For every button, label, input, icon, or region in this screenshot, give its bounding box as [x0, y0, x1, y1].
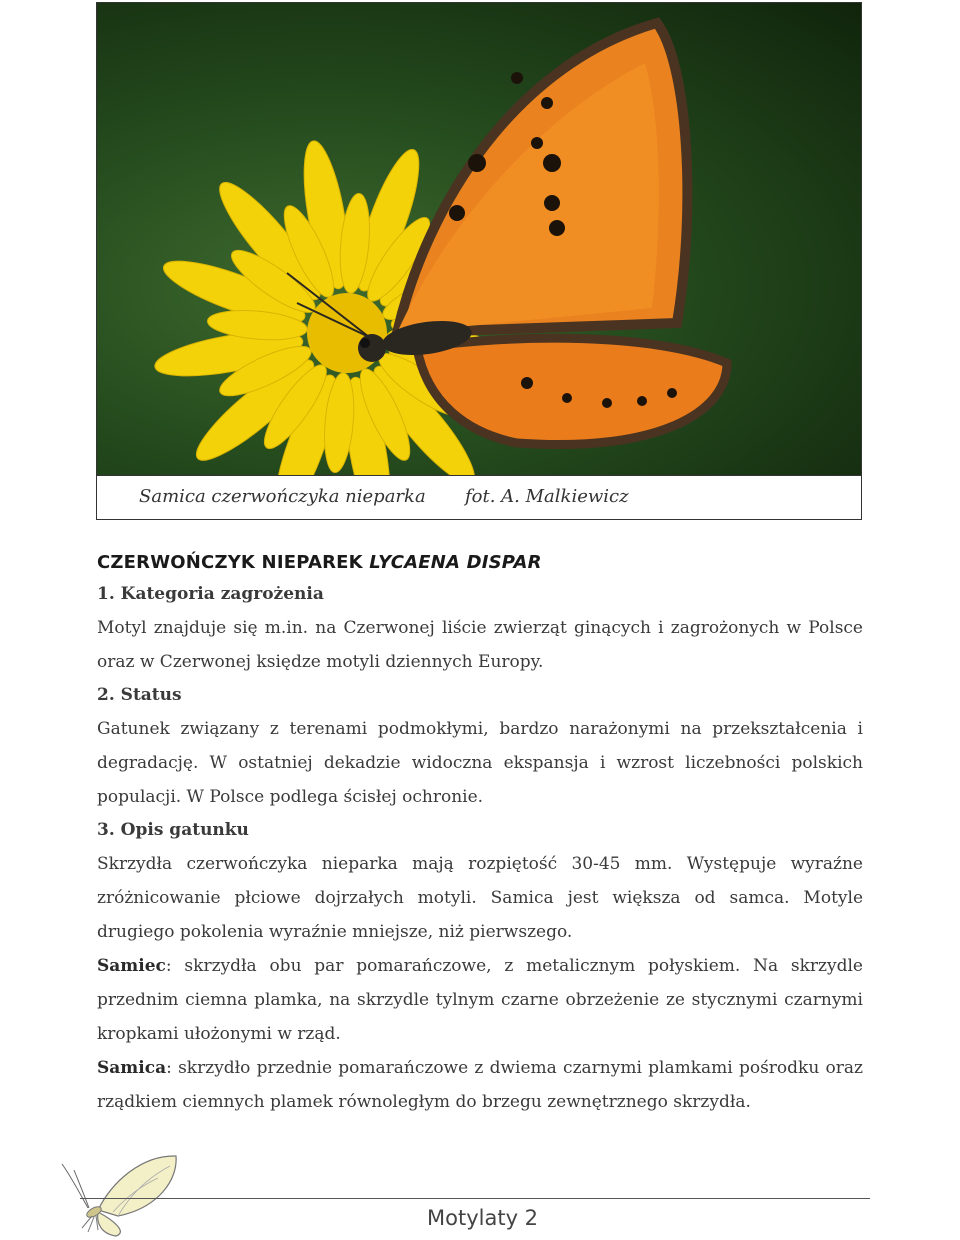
section-title-description: 3. Opis gatunku — [97, 820, 249, 840]
footer-divider — [80, 1198, 870, 1199]
male-description — [97, 949, 863, 1051]
photo-caption: Samica czerwończyka nieparka — [139, 486, 426, 507]
butterfly-photo — [97, 3, 861, 475]
title-latin: LYCAENA DISPAR — [369, 552, 542, 573]
section-text-status: Gatunek związany z terenami podmokłymi, bardzo narażonymi na przekształcenia i degradację. W ostatniej dekadzie widoczna ekspansja i wzrost liczebności polskich populacji. W Polsce podlega ścisłej ochronie. — [97, 719, 863, 807]
footer-label: Motylaty 2 — [427, 1206, 539, 1230]
section-text-category: Motyl znajduje się m.in. na Czerwonej liście zwierząt ginących i zagrożonych w Polsce oraz w Czerwonej księdze motyli dziennych Europy. — [97, 618, 863, 672]
male-label: Samiec — [97, 956, 166, 976]
photo-frame — [96, 2, 862, 520]
section-text-description: Skrzydła czerwończyka nieparka mają rozpiętość 30-45 mm. Występuje wyraźne zróżnicowanie płciowe dojrzałych motyli. Samica jest większa od samca. Motyle drugiego pokolenia wyraźnie mniejsze, niż pierwszego. — [97, 854, 863, 942]
male-text: : skrzydła obu par pomarańczowe, z metalicznym połyskiem. Na skrzydle przednim ciemna plamka, na skrzydle tylnym czarne obrzeżenie ze stycznymi czarnymi kropkami ułożonymi w rząd. — [97, 956, 863, 1044]
section-title-category: 1. Kategoria zagrożenia — [97, 584, 324, 604]
section-title-status: 2. Status — [97, 685, 182, 705]
female-label: Samica — [97, 1058, 167, 1078]
butterfly-on-flower-illustration — [97, 3, 861, 475]
butterfly-sketch-icon — [58, 1150, 188, 1238]
female-description — [97, 1051, 863, 1119]
photo-caption-bar — [97, 475, 861, 520]
article-title — [97, 548, 863, 578]
article-content — [97, 548, 863, 1119]
title-main: CZERWOŃCZYK NIEPAREK — [97, 552, 370, 573]
photo-credit: fot. A. Malkiewicz — [465, 486, 629, 507]
female-text: : skrzydło przednie pomarańczowe z dwiema czarnymi plamkami pośrodku oraz rządkiem ciemnych plamek równoległym do brzegu zewnętrznego skrzydła. — [97, 1058, 863, 1112]
